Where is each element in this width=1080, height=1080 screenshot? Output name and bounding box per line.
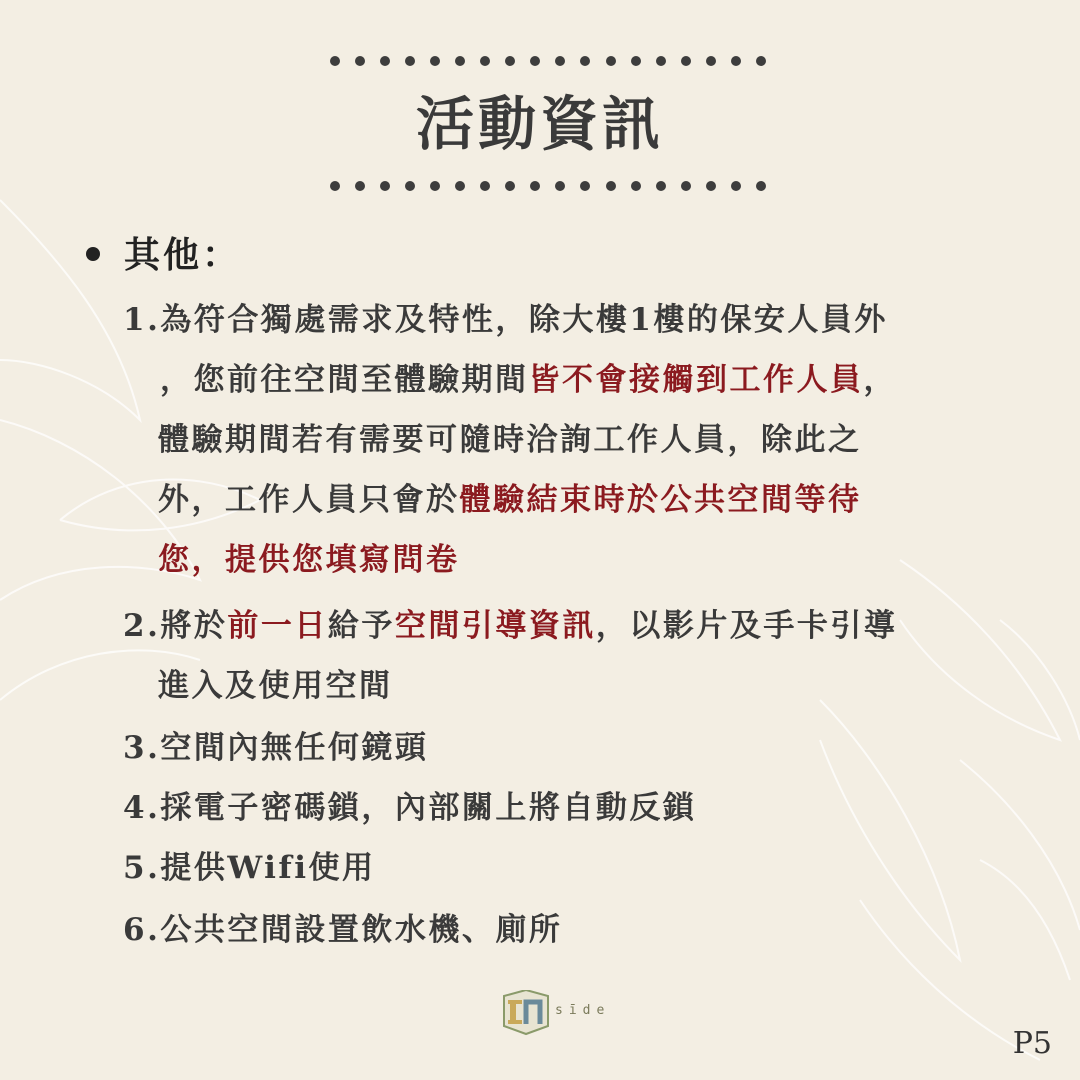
list-item-line [123, 602, 897, 650]
list-item-line [158, 416, 862, 464]
bullet-icon [86, 247, 100, 261]
body-text: 2.將於 [123, 608, 228, 644]
list-item-line [158, 476, 862, 524]
body-text: 外，工作人員只會於 [158, 482, 460, 518]
highlight-text: 空間引導資訊 [394, 608, 596, 644]
list-item-line [123, 906, 562, 954]
list-item-line [158, 536, 460, 584]
body-text: 5.提供Wifi使用 [123, 850, 376, 886]
body-text: 1.為符合獨處需求及特性，除大樓1樓的保安人員外 [123, 302, 888, 338]
body-text: ，您前往空間至體驗期間 [160, 362, 529, 398]
list-item-line [123, 784, 696, 832]
logo-text: sīde [555, 1003, 611, 1018]
list-item-line [123, 844, 376, 892]
body-text: 3.空間內無任何鏡頭 [123, 730, 429, 766]
page-title: 活動資訊 [415, 90, 664, 158]
list-item-line [123, 296, 888, 344]
body-text: 6.公共空間設置飲水機、廁所 [123, 912, 563, 948]
highlight-text: 前一日 [227, 608, 328, 644]
list-item-line [160, 356, 897, 404]
highlight-text: 體驗結束時於公共空間等待 [459, 482, 862, 518]
list-item-line [123, 724, 428, 772]
list-item-line [158, 662, 393, 710]
page-number: P5 [1012, 1026, 1052, 1061]
bottom-dot-divider [330, 179, 766, 193]
highlight-text: 您，提供您填寫問卷 [158, 542, 460, 578]
body-text: ， [863, 362, 897, 398]
body-text: 給予 [327, 608, 395, 644]
highlight-text: 皆不會接觸到工作人員 [528, 362, 864, 398]
body-text: ，以影片及手卡引導 [595, 608, 898, 644]
body-text: 體驗期間若有需要可隨時洽詢工作人員，除此之 [158, 422, 862, 458]
body-text: 4.採電子密碼鎖，內部關上將自動反鎖 [123, 790, 697, 826]
body-text: 進入及使用空間 [158, 668, 393, 704]
top-dot-divider [330, 54, 766, 68]
section-heading: 其他： [124, 234, 242, 276]
